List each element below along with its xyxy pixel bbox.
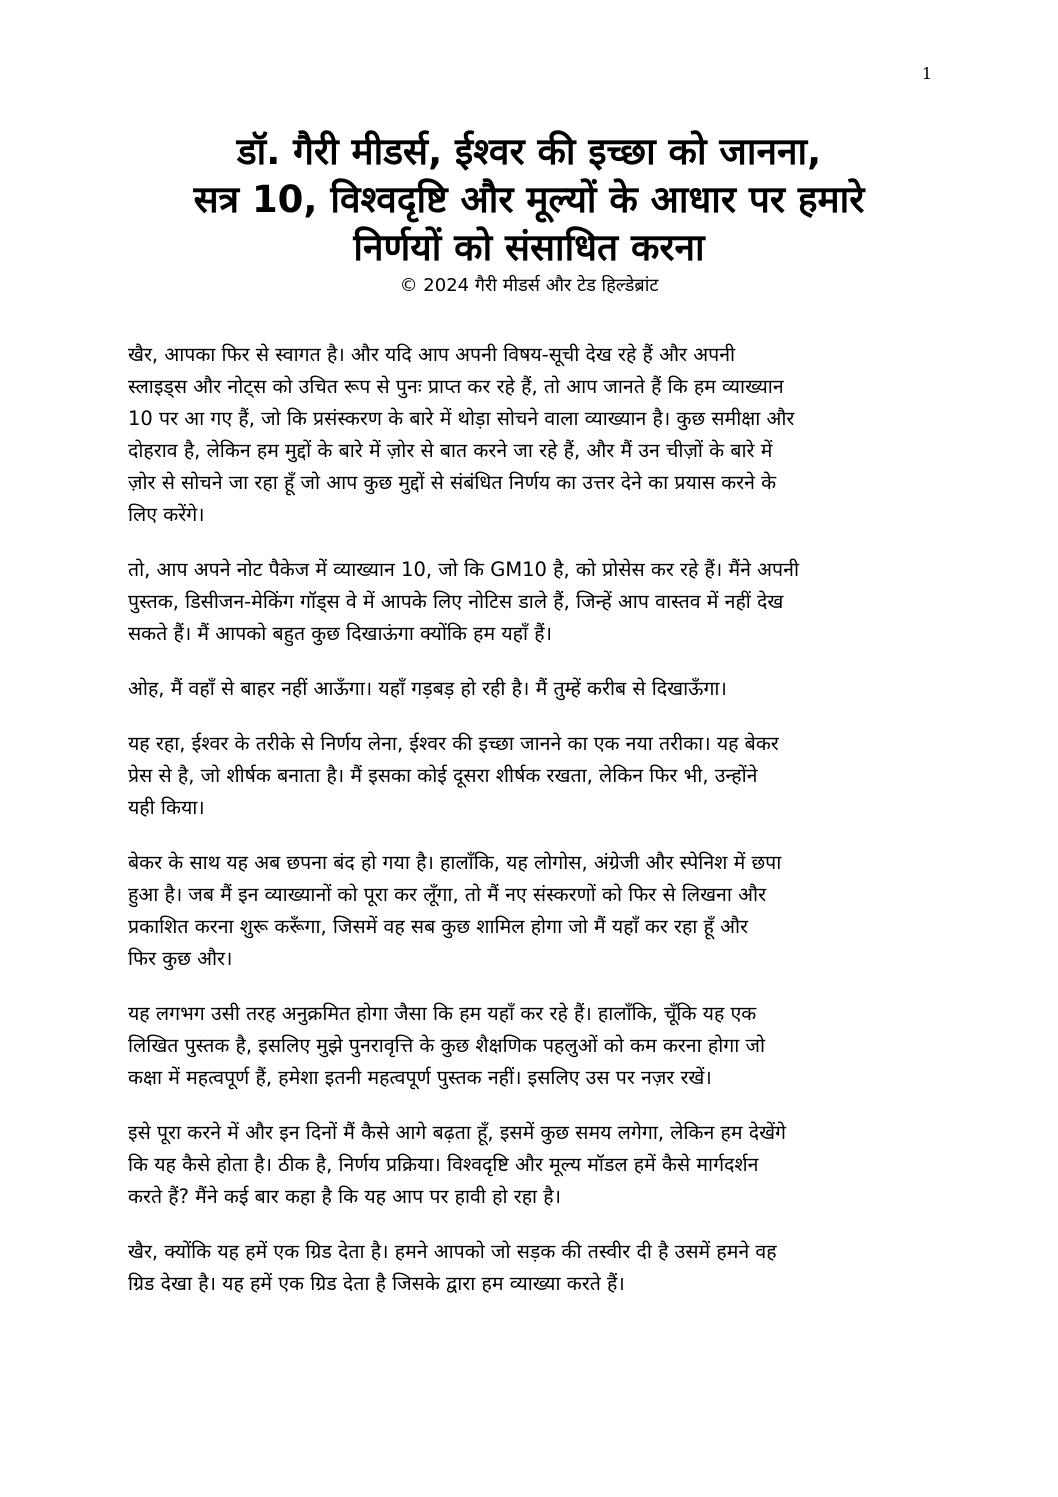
paragraph: [128, 847, 938, 975]
text-line: प्रेस से है, जो शीर्षक बनाता है। मैं इसका कोई दूसरा शीर्षक रखता, लेकिन फिर भी, उन्होंने: [128, 764, 758, 787]
text-line: खैर, आपका फिर से स्वागत है। और यदि आप अपनी विषय-सूची देख रहे हैं और अपनी: [128, 343, 736, 366]
text-line: फिर कुछ और।: [128, 947, 233, 970]
text-line: बेकर के साथ यह अब छपना बंद हो गया है। हालाँकि, यह लोगोस, अंग्रेजी और स्पेनिश में छपा: [128, 851, 782, 874]
text-line: लिखित पुस्तक है, इसलिए मुझे पुनरावृत्ति के कुछ शैक्षणिक पहलुओं को कम करना होगा जो: [128, 1034, 765, 1057]
document-title: [100, 128, 958, 272]
copyright-notice: © 2024 गैरी मीडर्स और टेड हिल्डेब्रांट: [399, 275, 659, 296]
text-line: ज़ोर से सोचने जा रहा हूँ जो आप कुछ मुद्दों से संबंधित निर्णय का उत्तर देने का प्रयास करने के: [128, 471, 777, 494]
title-line: निर्णयों को संसाधित करना: [353, 226, 705, 269]
text-line: प्रकाशित करना शुरू करूँगा, जिसमें वह सब कुछ शामिल होगा जो मैं यहाँ कर रहा हूँ और: [128, 915, 749, 938]
paragraph: [128, 339, 938, 531]
text-line: करते हैं? मैंने कई बार कहा है कि यह आप पर हावी हो रहा है।: [128, 1185, 562, 1208]
text-line: कक्षा में महत्वपूर्ण हैं, हमेशा इतनी महत्वपूर्ण पुस्तक नहीं। इसलिए उस पर नज़र रखें।: [128, 1066, 712, 1089]
document-body: [128, 339, 938, 1323]
text-line: कि यह कैसे होता है। ठीक है, निर्णय प्रक्रिया। विश्वदृष्टि और मूल्य मॉडल हमें कैसे मार्गदर्शन: [128, 1153, 759, 1176]
page-number: 1: [921, 64, 932, 83]
paragraph: [128, 1117, 938, 1213]
text-line: खैर, क्योंकि यह हमें एक ग्रिड देता है। हमने आपको जो सड़क की तस्वीर दी है उसमें हमने वह: [128, 1240, 777, 1263]
text-line: इसे पूरा करने में और इन दिनों मैं कैसे आगे बढ़ता हूँ, इसमें कुछ समय लगेगा, लेकिन हम देखेंगे: [128, 1121, 787, 1144]
title-line: सत्र 10, विश्वदृष्टि और मूल्यों के आधार पर हमारे: [193, 178, 865, 221]
text-line: लिए करेंगे।: [128, 503, 205, 526]
text-line: यह लगभग उसी तरह अनुक्रमित होगा जैसा कि हम यहाँ कर रहे हैं। हालाँकि, चूँकि यह एक: [128, 1002, 757, 1025]
text-line: दोहराव है, लेकिन हम मुद्दों के बारे में ज़ोर से बात करने जा रहे हैं, और मैं उन चीज़ों के बारे में: [128, 439, 773, 462]
text-line: सकते हैं। मैं आपको बहुत कुछ दिखाऊंगा क्योंकि हम यहाँ हैं।: [128, 622, 552, 645]
paragraph: [128, 554, 938, 650]
text-line: यही किया।: [128, 796, 205, 819]
text-line: स्लाइड्स और नोट्स को उचित रूप से पुनः प्राप्त कर रहे हैं, तो आप जानते हैं कि हम व्याख्यान: [128, 375, 784, 398]
paragraph: [128, 998, 938, 1094]
paragraph: [128, 1236, 938, 1300]
text-line: पुस्तक, डिसीजन-मेकिंग गॉड्स वे में आपके लिए नोटिस डाले हैं, जिन्हें आप वास्तव में नहीं देख: [128, 590, 784, 613]
document-header: [100, 128, 958, 298]
text-line: यह रहा, ईश्वर के तरीके से निर्णय लेना, ईश्वर की इच्छा जानने का एक नया तरीका। यह बेकर: [128, 732, 779, 755]
text-line: ओह, मैं वहाँ से बाहर नहीं आऊँगा। यहाँ गड़बड़ हो रही है। मैं तुम्हें करीब से दिखाऊँगा।: [128, 677, 727, 700]
title-line: डॉ. गैरी मीडर्स, ईश्वर की इच्छा को जानना,: [236, 130, 822, 173]
paragraph: [128, 673, 938, 705]
paragraph: [128, 728, 938, 824]
text-line: हुआ है। जब मैं इन व्याख्यानों को पूरा कर लूँगा, तो मैं नए संस्करणों को फिर से लिखना और: [128, 883, 767, 906]
text-line: तो, आप अपने नोट पैकेज में व्याख्यान 10, जो कि GM10 है, को प्रोसेस कर रहे हैं। मैंने अपनी: [128, 558, 799, 581]
text-line: 10 पर आ गए हैं, जो कि प्रसंस्करण के बारे में थोड़ा सोचने वाला व्याख्यान है। कुछ समीक्षा और: [128, 407, 795, 430]
text-line: ग्रिड देखा है। यह हमें एक ग्रिड देता है जिसके द्वारा हम व्याख्या करते हैं।: [128, 1272, 625, 1295]
